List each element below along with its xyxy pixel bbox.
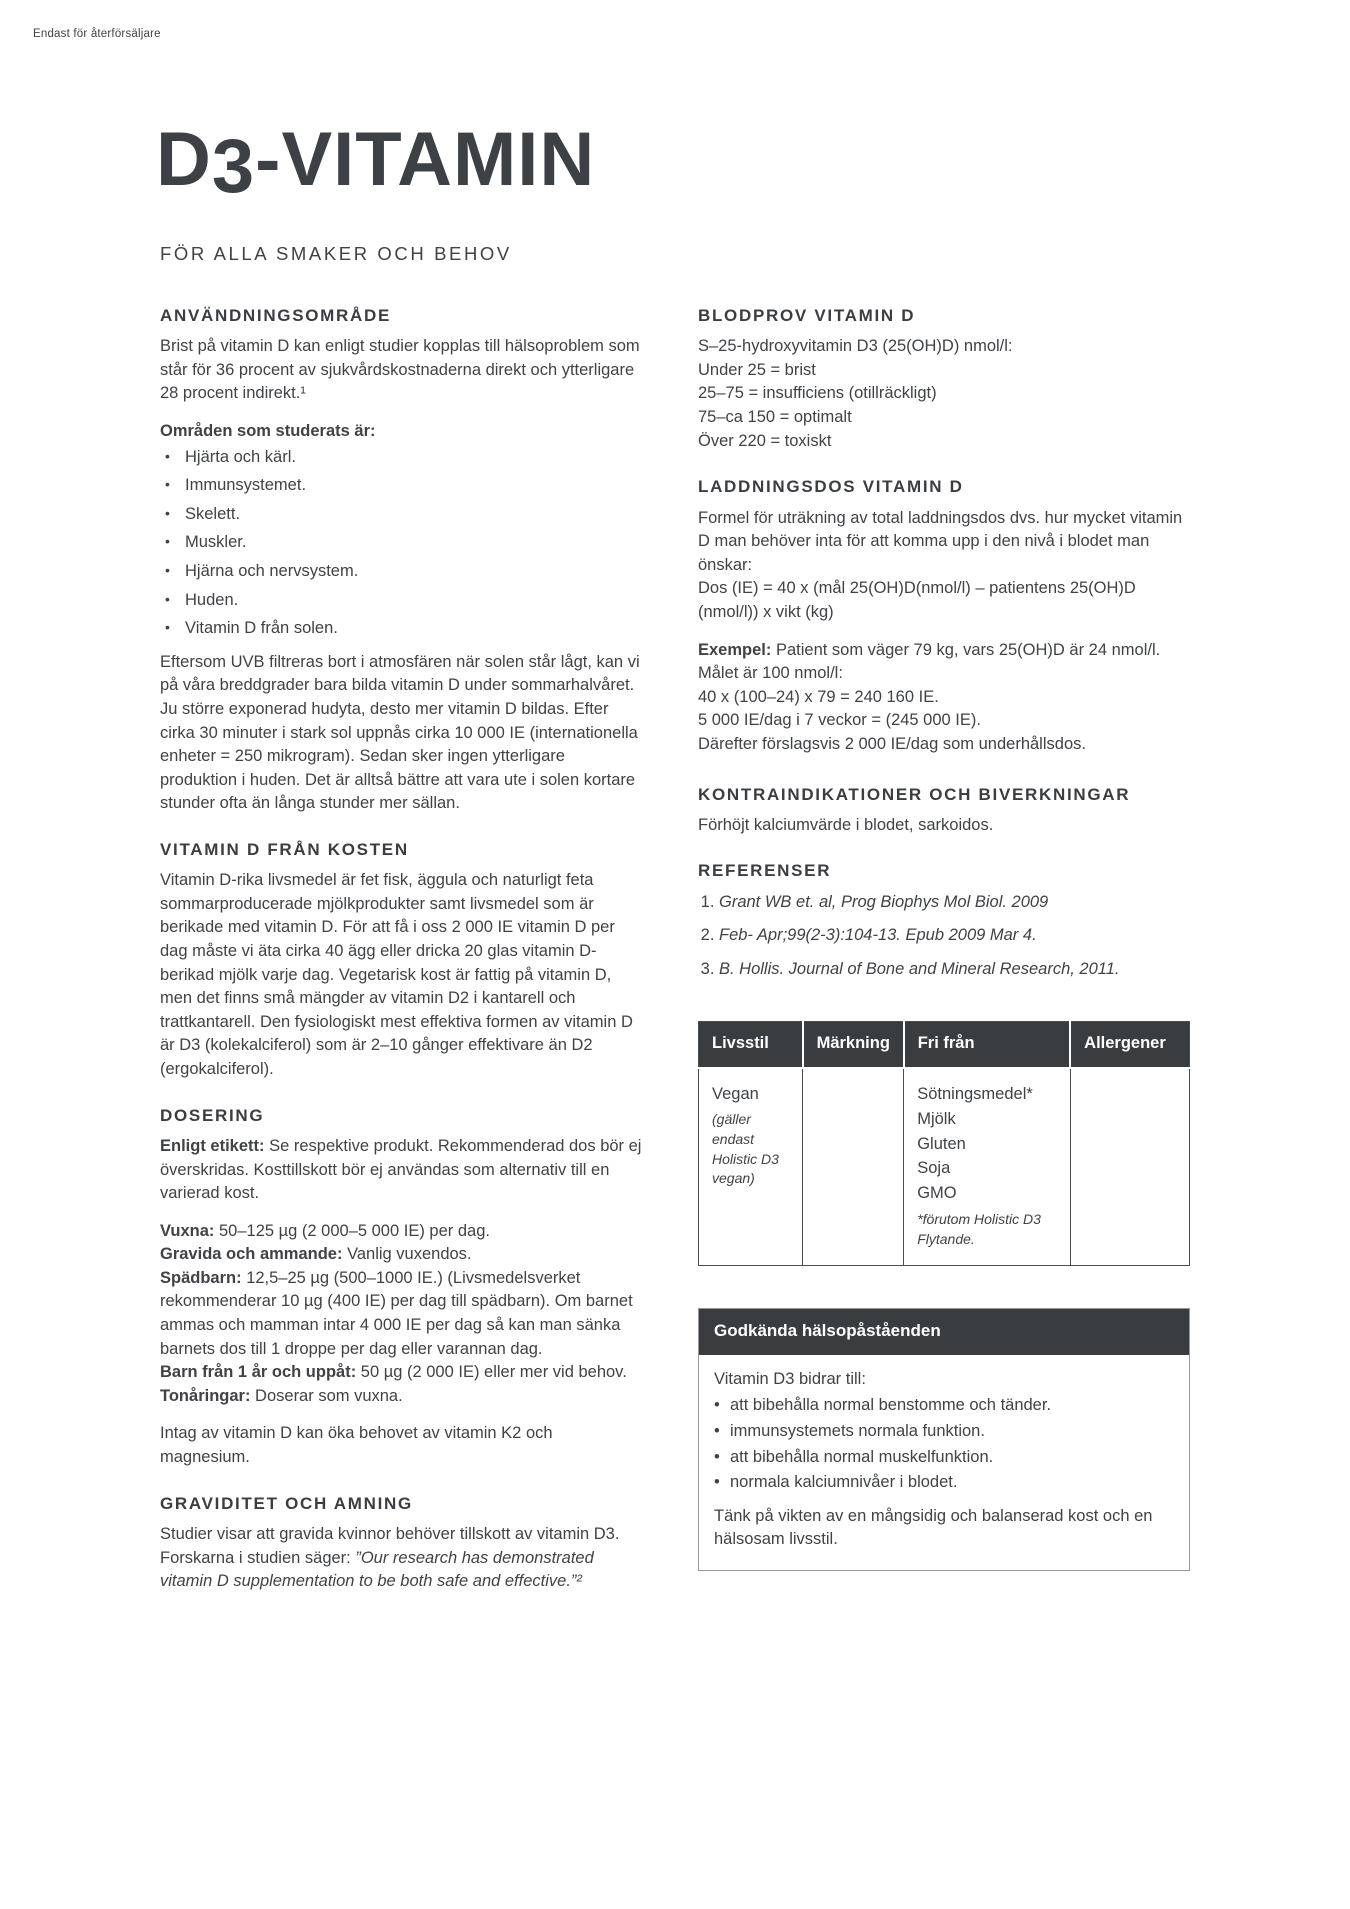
dosering-etikett-text: Se respektive produkt. Rekommenderad dos bör ej överskridas. Kosttillskott bör ej användas som alternativ till en varierad kost.	[160, 1136, 642, 1203]
health-claims-body	[699, 1355, 1189, 1570]
column-right	[698, 302, 1190, 1571]
health-claims-box	[698, 1308, 1190, 1571]
heading-blodprov-vitamin-d: BLODPROV VITAMIN D	[698, 306, 916, 325]
exempel-calc	[698, 686, 1190, 757]
dose-text: Vanlig vuxendos.	[347, 1245, 472, 1264]
claims-item: • immunsystemets normala funktion.	[714, 1420, 1174, 1444]
anvandning-outro: Eftersom UVB filtreras bort i atmosfären när solen står lågt, kan vi på våra breddgrader bara bilda vitamin D under sommarhalvåret. Ju större exponerad hudyta, desto mer vitamin D bildas. Efter cirka 30 minuter i stark sol uppnås cirka 10 000 IE (internationella enheter = 250 mikrogram). Sedan sker ingen ytterligare produktion i huden. Det är alltså bättre att vara ute i solen kortare stunder ofta än långa stunder mer sällan.	[160, 652, 640, 813]
heading-kontraindikationer: KONTRAINDIKATIONER OCH BIVERKNINGAR	[698, 784, 1131, 804]
list-item: • Vitamin D från solen.	[160, 617, 642, 641]
table-header-livsstil: Livsstil	[699, 1022, 803, 1068]
blodprov-line: S–25-hydroxyvitamin D3 (25(OH)D) nmol/l:	[698, 337, 1013, 356]
dose-label: Gravida och ammande:	[160, 1245, 343, 1264]
fri-fran-item: Sötningsmedel*	[917, 1085, 1033, 1104]
livsstil-note: (gäller endast Holistic D3 vegan)	[712, 1110, 779, 1187]
exempel-text: Patient som väger 79 kg, vars 25(OH)D är 24 nmol/l. Målet är 100 nmol/l:	[698, 640, 1161, 683]
reference-item: 2. Feb- Apr;99(2-3):104-13. Epub 2009 Mar 4.	[719, 924, 1190, 948]
exempel-line: 5 000 IE/dag i 7 veckor = (245 000 IE).	[698, 711, 981, 730]
blodprov-line: 25–75 = insufficiens (otillräckligt)	[698, 384, 937, 403]
fri-fran-note: *förutom Holistic D3 Flytande.	[917, 1210, 1041, 1247]
reference-list	[698, 891, 1190, 982]
anvandning-intro: Brist på vitamin D kan enligt studier kopplas till hälsoproblem som står för 36 procent av sjukvårdskostnaderna direkt och ytterligare 28 procent indirekt.¹	[160, 337, 640, 403]
blodprov-line: Över 220 = toxiskt	[698, 431, 832, 450]
dose-text: Doserar som vuxna.	[255, 1386, 403, 1405]
list-item: • Skelett.	[160, 503, 642, 527]
list-item: • Immunsystemet.	[160, 474, 642, 498]
reference-item: 1. Grant WB et. al, Prog Biophys Mol Biol. 2009	[719, 891, 1190, 915]
studied-areas-title: Områden som studerats är:	[160, 422, 376, 441]
table-cell-markning	[803, 1068, 904, 1265]
claims-item: • att bibehålla normal muskelfunktion.	[714, 1446, 1174, 1470]
laddningsdos-body: Formel för uträkning av total laddningsdos dvs. hur mycket vitamin D man behöver inta för att komma upp i den nivå i blodet man önskar:	[698, 508, 1183, 574]
heading-graviditet-och-amning: GRAVIDITET OCH AMNING	[160, 1493, 413, 1513]
table-header-markning: Märkning	[803, 1022, 904, 1068]
title-part-vitamin: -VITAMIN	[255, 117, 596, 202]
dose-text: 12,5–25 µg (500–1000 IE.) (Livsmedelsverket rekommenderar 10 µg (400 IE) per dag till spädbarn). Om barnet ammas och mamman intar 4 000 IE per dag så kan man sänka barnets dos till 1 droppe per dag eller varannan dag.	[160, 1268, 633, 1358]
list-item: • Huden.	[160, 589, 642, 613]
studied-areas-list	[160, 446, 642, 641]
dosering-etikett	[160, 1135, 642, 1206]
exempel-label: Exempel:	[698, 640, 772, 659]
fri-fran-item: Gluten	[917, 1134, 966, 1153]
list-item: • Hjärta och kärl.	[160, 446, 642, 470]
dosering-etikett-label: Enligt etikett:	[160, 1136, 265, 1155]
graviditet-quote: ”Our research has demonstrated vitamin D supplementation to be both safe and effective.”²	[160, 1548, 594, 1591]
heading-laddningsdos-vitamin-d: LADDNINGSDOS VITAMIN D	[698, 477, 964, 497]
heading-vitamin-d-fran-kosten: VITAMIN D FRÅN KOSTEN	[160, 839, 409, 859]
title-part-3: 3	[211, 123, 256, 209]
graviditet-body	[160, 1523, 642, 1594]
title-part-d: D	[156, 117, 212, 202]
fri-fran-item: Mjölk	[917, 1109, 956, 1128]
blodprov-values	[698, 335, 1190, 453]
restriction-note: Endast för återförsäljare	[33, 28, 161, 40]
table-cell-livsstil	[699, 1068, 803, 1265]
dose-label: Spädbarn:	[160, 1268, 242, 1287]
heading-referenser: REFERENSER	[698, 861, 832, 881]
dose-text: 50–125 µg (2 000–5 000 IE) per dag.	[219, 1221, 490, 1240]
dose-item	[160, 1267, 642, 1361]
list-item: • Hjärna och nervsystem.	[160, 560, 642, 584]
claims-item: • att bibehålla normal benstomme och tänder.	[714, 1394, 1174, 1418]
graviditet-intro: Studier visar att gravida kvinnor behöver tillskott av vitamin D3. Forskarna i studien säger:	[160, 1524, 620, 1567]
product-spec-table	[698, 1021, 1190, 1265]
exempel-line: Därefter förslagsvis 2 000 IE/dag som underhållsdos.	[698, 734, 1086, 753]
heading-dosering: DOSERING	[160, 1105, 265, 1125]
laddningsdos-formula: Dos (IE) = 40 x (mål 25(OH)D(nmol/l) – patientens 25(OH)D (nmol/l)) x vikt (kg)	[698, 579, 1136, 621]
table-cell-fri-fran	[904, 1068, 1070, 1265]
fri-fran-item: Soja	[917, 1159, 951, 1178]
claims-outro: Tänk på vikten av en mångsidig och balanserad kost och en hälsosam livsstil.	[714, 1506, 1153, 1549]
dose-item	[160, 1220, 642, 1244]
page-title	[156, 116, 596, 209]
dosering-note: Intag av vitamin D kan öka behovet av vitamin K2 och magnesium.	[160, 1424, 553, 1467]
dose-label: Vuxna:	[160, 1221, 215, 1240]
table-header-row	[699, 1022, 1190, 1068]
claims-item: • normala kalciumnivåer i blodet.	[714, 1471, 1174, 1495]
dose-text: 50 µg (2 000 IE) eller mer vid behov.	[360, 1363, 627, 1382]
column-left	[160, 302, 642, 1608]
dose-list	[160, 1220, 642, 1409]
blodprov-line: 75–ca 150 = optimalt	[698, 408, 852, 427]
livsstil-value: Vegan	[712, 1085, 759, 1104]
dose-item	[160, 1243, 642, 1267]
table-cell-allergener	[1070, 1068, 1189, 1265]
table-row	[699, 1068, 1190, 1265]
kontra-body: Förhöjt kalciumvärde i blodet, sarkoidos.	[698, 815, 994, 834]
reference-item: 3. B. Hollis. Journal of Bone and Mineral Research, 2011.	[719, 958, 1190, 982]
health-claims-header: Godkända hälsopåståenden	[699, 1309, 1189, 1355]
page-subtitle: FÖR ALLA SMAKER OCH BEHOV	[160, 243, 512, 264]
heading-anvandningsomrade: ANVÄNDNINGSOMRÅDE	[160, 306, 392, 325]
dose-item	[160, 1385, 642, 1409]
dose-item	[160, 1361, 642, 1385]
table-header-fri-fran: Fri från	[904, 1022, 1070, 1068]
claims-list	[714, 1394, 1174, 1494]
blodprov-line: Under 25 = brist	[698, 360, 816, 379]
list-item: • Muskler.	[160, 531, 642, 555]
exempel-paragraph	[698, 639, 1190, 686]
dose-label: Barn från 1 år och uppåt:	[160, 1363, 357, 1382]
fri-fran-item: GMO	[917, 1184, 957, 1203]
exempel-line: 40 x (100–24) x 79 = 240 160 IE.	[698, 687, 939, 706]
table-header-allergener: Allergener	[1070, 1022, 1189, 1068]
dose-label: Tonåringar:	[160, 1386, 251, 1405]
claims-intro: Vitamin D3 bidrar till:	[714, 1369, 866, 1388]
kosten-body: Vitamin D-rika livsmedel är fet fisk, äggula och naturligt feta sommarproducerade mjölkprodukter samt livsmedel som är berikade med vitamin D. För att få i oss 2 000 IE vitamin D per dag måste vi äta cirka 40 ägg eller dricka 20 glas vitamin D-berikad mjölk varje dag. Vegetarisk kost är fattig på vitamin D, men det finns små mängder av vitamin D2 i kantarell och trattkantarell. Den fysiologiskt mest effektiva formen av vitamin D är D3 (kolekalciferol) som är 2–10 gånger effektivare än D2 (ergokalciferol).	[160, 871, 633, 1079]
